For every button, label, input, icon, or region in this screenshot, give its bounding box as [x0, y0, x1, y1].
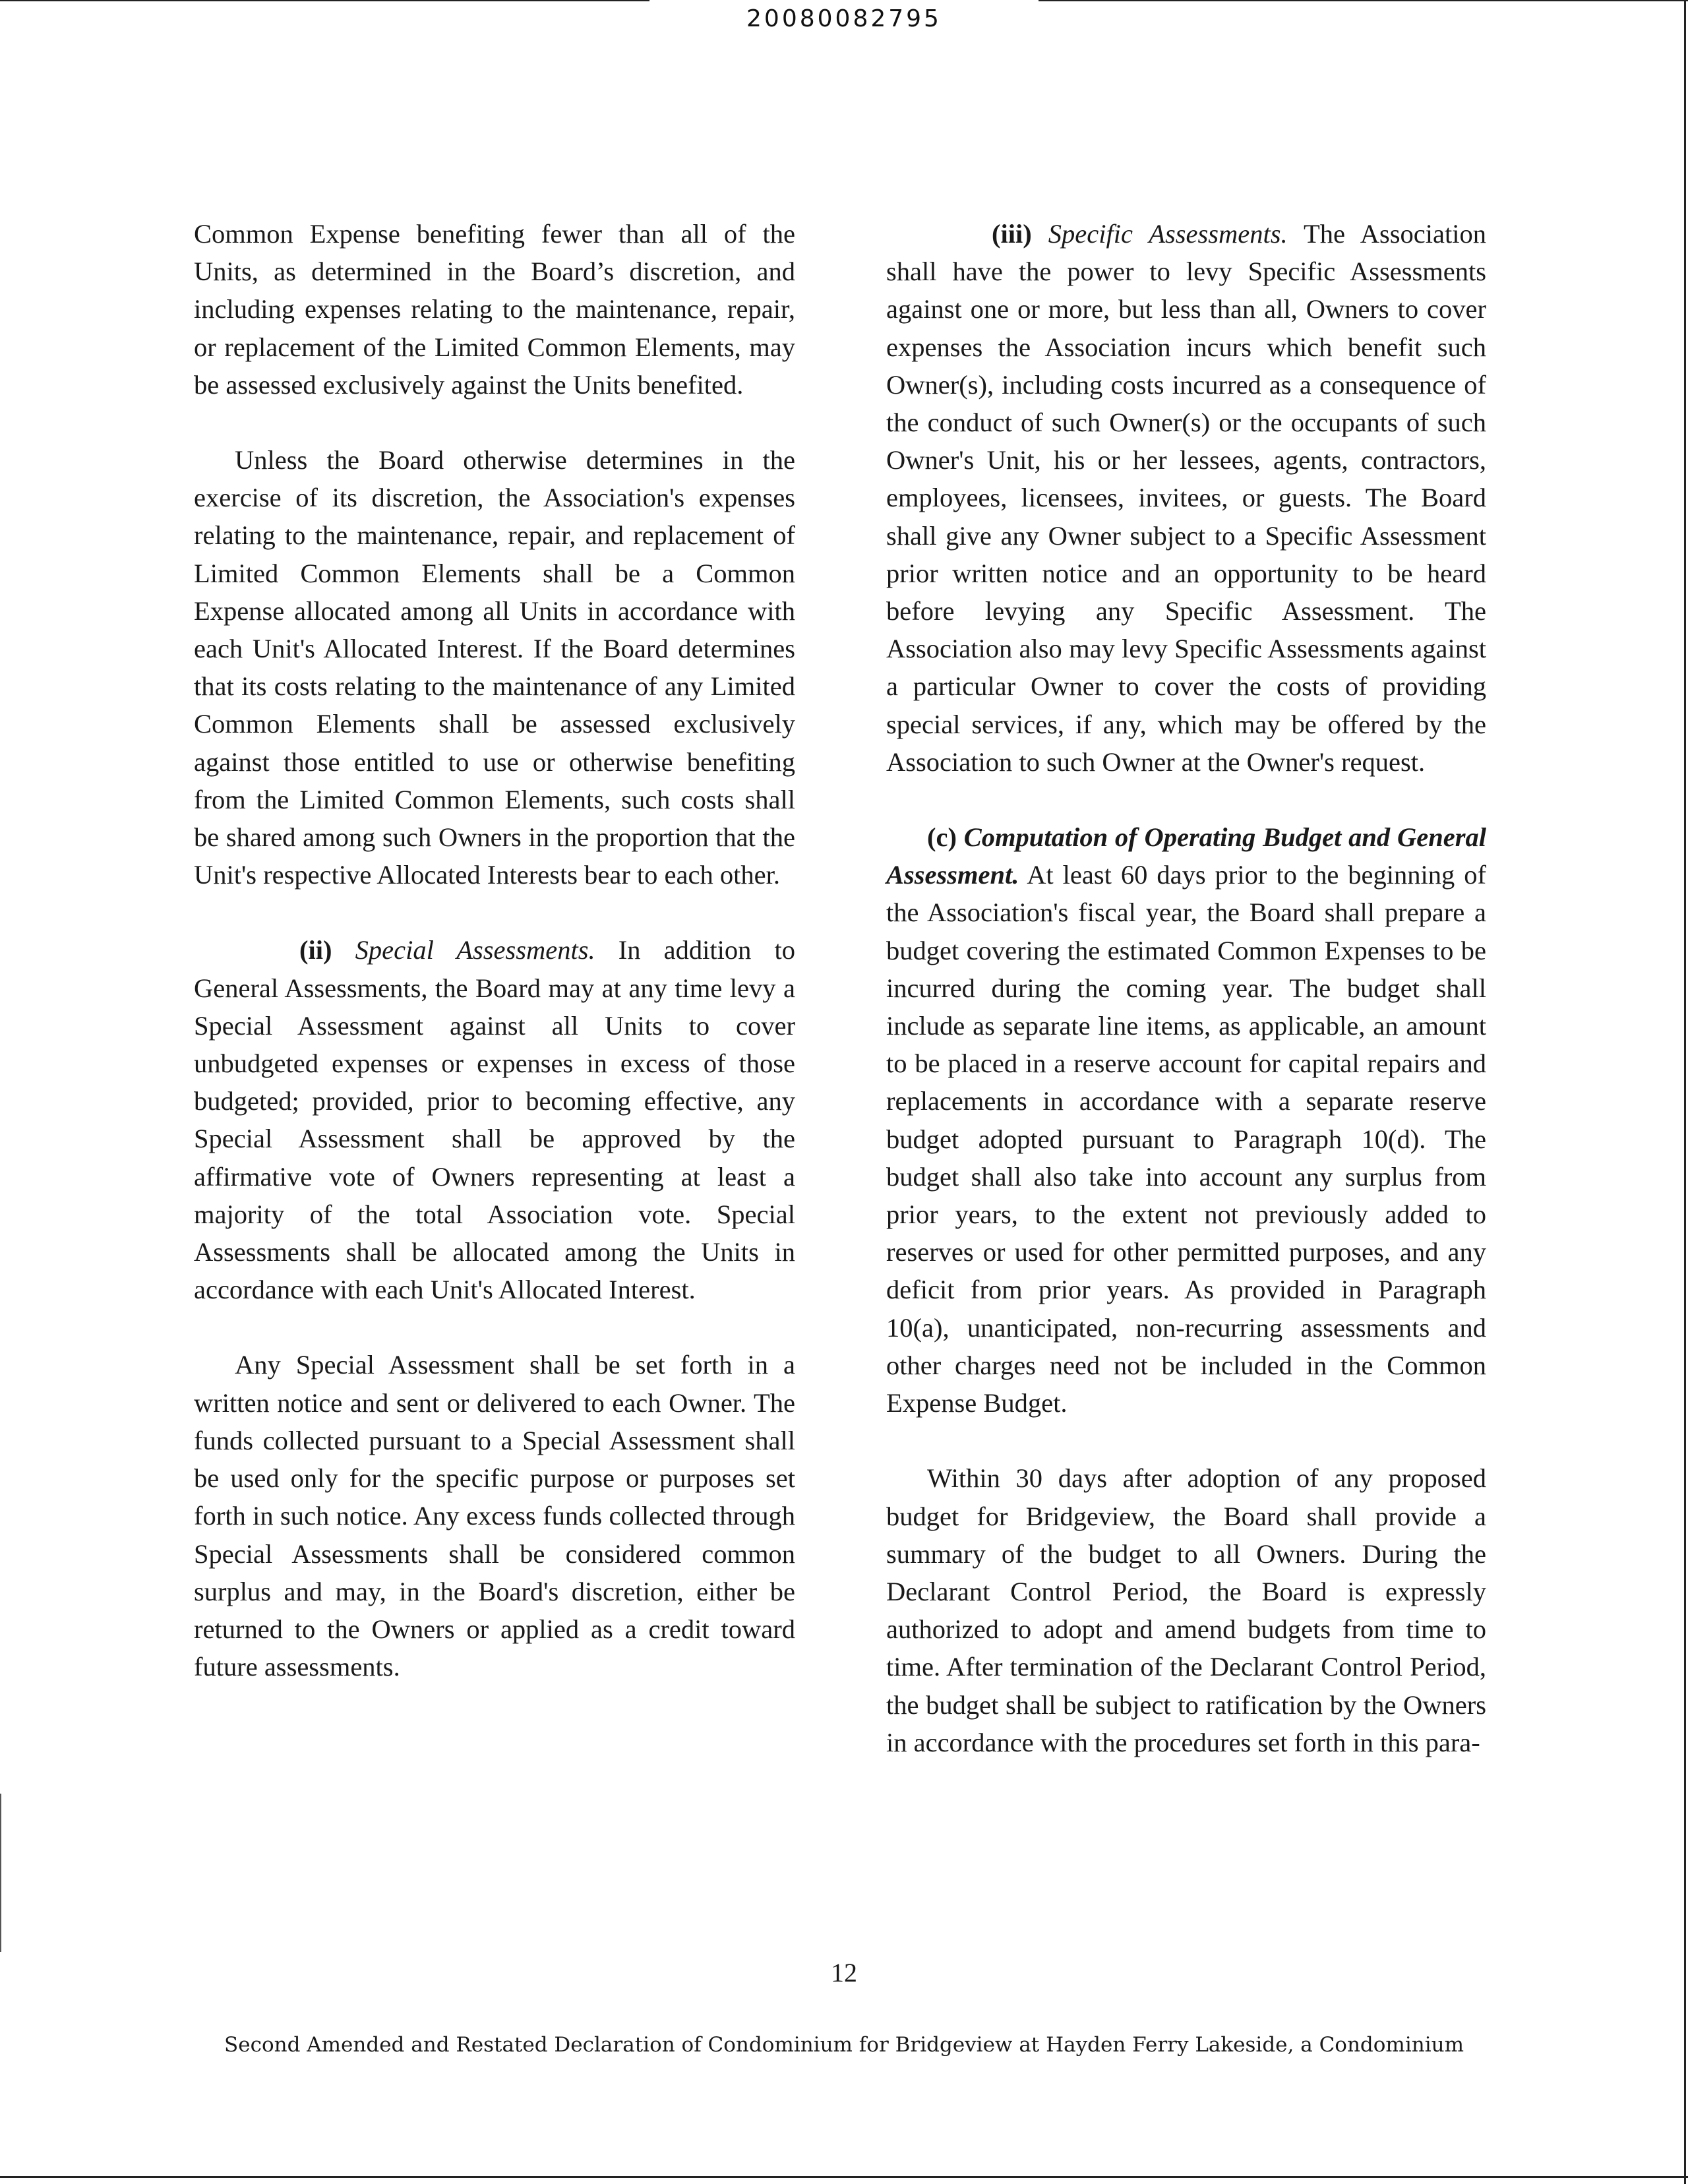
scan-border-right [1684, 0, 1686, 2184]
section-title: Computation of Operating Budget and General Assessment. [886, 822, 1486, 890]
paragraph-limited-common-elements: Unless the Board otherwise determines in the exercise of its discretion, the Association's expenses relating to the maintenance, repair, and replacement of Limited Common Elements shall be a Common Expense allocated among all Units in accordance with each Unit's Allocated Interest. If the Board determines that its costs relating to the maintenance of any Limited Common Elements shall be assessed exclusively against those entitled to use or otherwise benefiting from the Limited Common Elements, such costs shall be shared among such Owners in the proportion that the Unit's respective Allocated Interests bear to each other. [194, 445, 795, 890]
paragraph-common-expense: Common Expense benefiting fewer than all of the Units, as determined in the Board’s discretion, and including expenses relating to the maintenance, repair, or replacement of the Limited Common Elements, may be assessed exclusively against the Units benefited. [194, 219, 795, 400]
scan-border-bottom [0, 2176, 1688, 2178]
section-number: (c) [927, 822, 957, 853]
section-title: Special Assessments. [355, 935, 595, 965]
section-body: In addition to General Assessments, the Board may at any time levy a Special Assessment against all Units to cover unbudgeted expenses or expenses in excess of those budgeted; provided, prior to becoming effective, any Special Assessment shall be approved by the affirmative vote of Owners representing at least a majority of the total Association vote. Special Assessments shall be allocated among the Units in accordance with each Unit's Allocated Interest. [194, 935, 795, 1305]
section-body: At least 60 days prior to the beginning of the Association's fiscal year, the Board shall prepare a budget covering the estimated Common Expenses to be incurred during the coming year. The budget shall include as separate line items, as applicable, an amount to be placed in a reserve account for capital repairs and replacements in accordance with a separate reserve budget adopted pursuant to Paragraph 10(d). The budget shall also take into account any surplus from prior years, to the extent not previously added to reserves or used for other permitted purposes, and any deficit from prior years. As provided in Paragraph 10(a), unanticipated, non-recurring assessments and other charges need not be included in the Common Expense Budget. [886, 860, 1486, 1418]
right-column [886, 215, 1486, 1799]
section-body: The Association shall have the power to levy Specific Assessments against one or more, but less than all, Owners to cover expenses the Association incurs which benefit such Owner(s), including costs incurred as a consequence of the conduct of such Owner(s) or the occupants of such Owner's Unit, his or her lessees, agents, contractors, employees, licensees, invitees, or guests. The Board shall give any Owner subject to a Specific Assessment prior written notice and an opportunity to be heard before levying any Specific Assessment. The Association also may levy Specific Assessments against a particular Owner to cover the costs of providing special services, if any, which may be offered by the Association to such Owner at the Owner's request. [886, 219, 1486, 777]
paragraph-operating-budget [886, 818, 1486, 1422]
left-column [194, 215, 795, 1723]
paragraph-special-assessments [194, 931, 795, 1308]
section-title: Specific Assessments. [1048, 219, 1288, 249]
paragraph-budget-summary: Within 30 days after adoption of any proposed budget for Bridgeview, the Board shall provide a summary of the budget to all Owners. During the Declarant Control Period, the Board is expressly authorized to adopt and amend budgets from time to time. After termination of the Declarant Control Period, the budget shall be subject to ratification by the Owners in accordance with the procedures set forth in this para- [886, 1463, 1486, 1757]
paragraph-special-assessment-notice: Any Special Assessment shall be set forth in a written notice and sent or delivered to each Owner. The funds collected pursuant to a Special Assessment shall be used only for the specific purpose or purposes set forth in such notice. Any excess funds collected through Special Assessments shall be considered common surplus and may, in the Board's discretion, either be returned to the Owners or applied as a credit toward future assessments. [194, 1350, 795, 1682]
section-number: (ii) [299, 935, 332, 965]
scan-mark [0, 1794, 1, 1952]
section-number: (iii) [992, 219, 1032, 249]
page-number: 12 [831, 1958, 857, 1987]
document-footer-title: Second Amended and Restated Declaration of Condominium for Bridgeview at Hayden Ferry Lakeside, a Condominium [224, 2033, 1464, 2057]
paragraph-specific-assessments [886, 215, 1486, 781]
document-number: 20080082795 [746, 5, 942, 32]
scan-border-top [0, 0, 1688, 1]
